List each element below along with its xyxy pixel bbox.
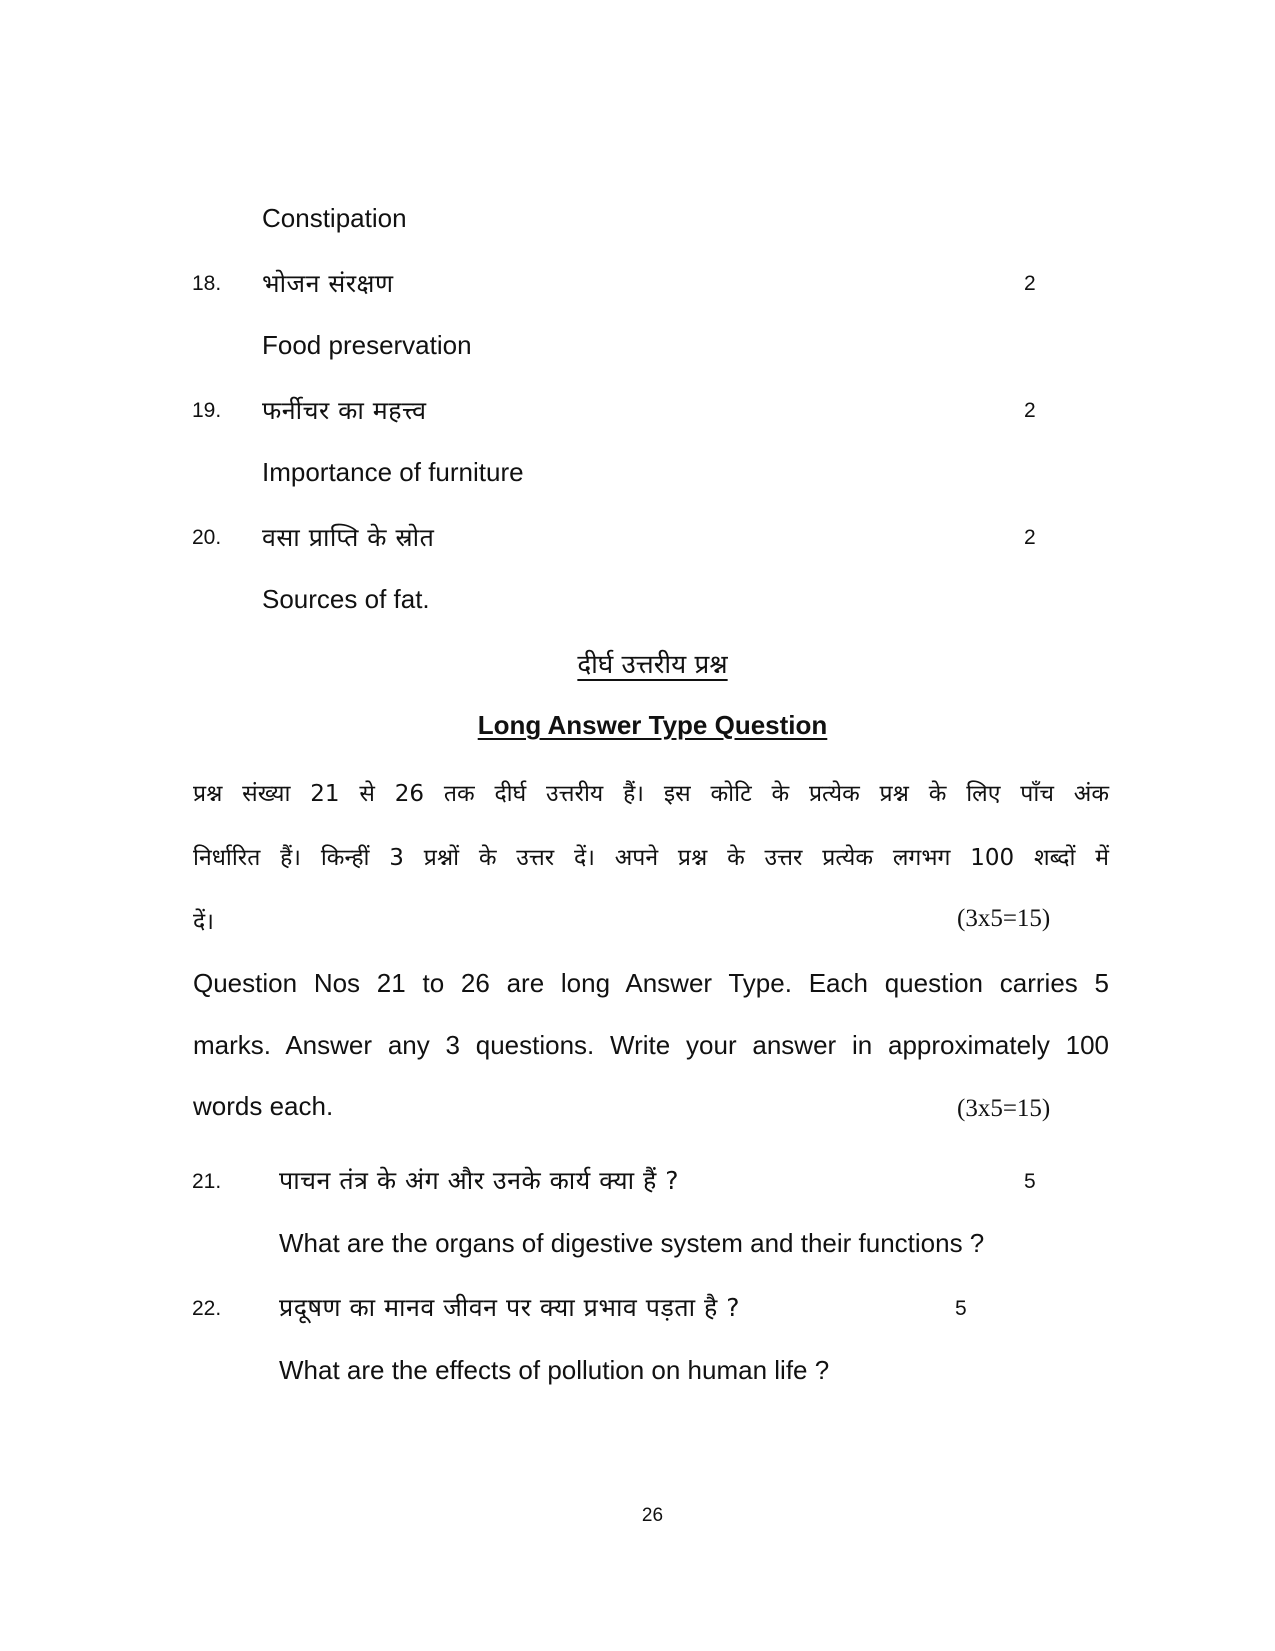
instructions-english-line-2: marks. Answer any 3 questions. Write your answer in approximately 100 [193, 1030, 1109, 1060]
section-title-hindi: दीर्घ उत्तरीय प्रश्न [577, 650, 728, 680]
q20-marks: 2 [1024, 526, 1036, 549]
q21-hindi-text: पाचन तंत्र के अंग और उनके कार्य क्या हैं ? [279, 1166, 680, 1195]
q22-marks: 5 [955, 1297, 967, 1320]
q21-english-text: What are the organs of digestive system and their functions ? [279, 1228, 985, 1258]
instructions-english-line-1: Question Nos 21 to 26 are long Answer Type. Each question carries 5 [193, 968, 1109, 998]
q21-marks: 5 [1024, 1170, 1036, 1193]
q22-english-text: What are the effects of pollution on human life ? [279, 1355, 830, 1385]
q22-number: 22. [192, 1297, 222, 1320]
q18-english-text: Food preservation [262, 330, 472, 360]
q17-english-text: Constipation [262, 203, 407, 233]
q20-number: 20. [192, 526, 222, 549]
q19-number: 19. [192, 399, 222, 422]
q21-number: 21. [192, 1170, 222, 1193]
marks-formula-hindi: (3x5=15) [957, 905, 1051, 932]
q19-english-text: Importance of furniture [262, 457, 524, 487]
section-title-english: Long Answer Type Question [477, 710, 828, 740]
instructions-hindi-line-1: प्रश्न संख्या 21 से 26 तक दीर्घ उत्तरीय हैं। इस कोटि के प्रत्येक प्रश्न के लिए पाँच अंक [193, 781, 1109, 807]
instructions-english-line-3: words each. [193, 1091, 334, 1121]
instructions-hindi-line-2: निर्धारित हैं। किन्हीं 3 प्रश्नों के उत्तर दें। अपने प्रश्न के उत्तर प्रत्येक लगभग 100 शब्दों में [193, 845, 1109, 871]
q18-number: 18. [192, 272, 222, 295]
q18-marks: 2 [1024, 272, 1036, 295]
q18-hindi-text: भोजन संरक्षण [262, 269, 394, 298]
page-number: 26 [641, 1505, 664, 1526]
q20-hindi-text: वसा प्राप्ति के स्रोत [262, 523, 435, 552]
instructions-hindi-line-3: दें। [193, 909, 214, 935]
marks-formula-english: (3x5=15) [957, 1095, 1051, 1122]
q20-english-text: Sources of fat. [262, 584, 430, 614]
q19-hindi-text: फर्नीचर का महत्त्व [262, 396, 427, 425]
q19-marks: 2 [1024, 399, 1036, 422]
q22-hindi-text: प्रदूषण का मानव जीवन पर क्या प्रभाव पड़ता है ? [279, 1293, 741, 1322]
